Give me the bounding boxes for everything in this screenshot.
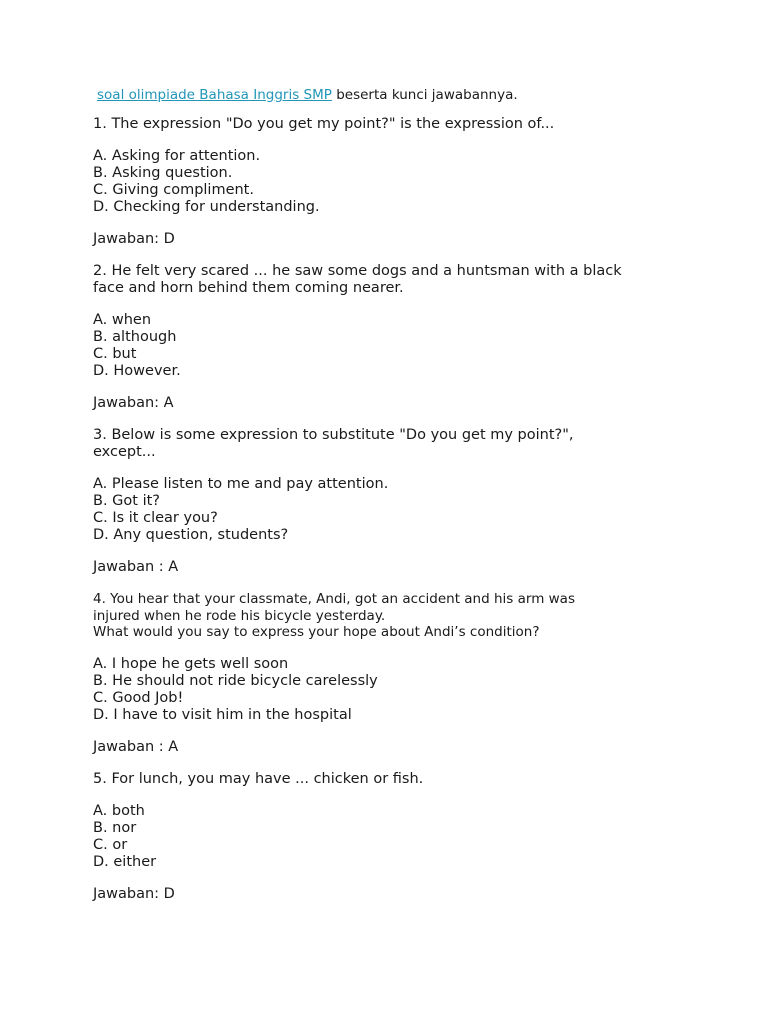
option-d: D. either bbox=[93, 853, 157, 870]
answer-key: Jawaban : A bbox=[93, 738, 179, 755]
answer-options bbox=[93, 803, 693, 871]
option-d: D. Any question, students? bbox=[93, 527, 289, 543]
question-block-1 bbox=[93, 116, 693, 248]
option-c: C. Giving compliment. bbox=[93, 182, 254, 198]
answer-options bbox=[93, 656, 693, 724]
intro-line bbox=[97, 86, 693, 104]
option-c: C. but bbox=[93, 346, 137, 362]
question-line: 4. You hear that your classmate, Andi, got an accident and his arm was bbox=[93, 591, 575, 607]
question-text bbox=[93, 427, 693, 461]
option-d: D. Checking for understanding. bbox=[93, 199, 320, 215]
option-d: D. However. bbox=[93, 363, 181, 379]
question-line: What would you say to express your hope about Andi’s condition? bbox=[93, 624, 540, 640]
option-c: C. Is it clear you? bbox=[93, 510, 218, 526]
question-line: injured when he rode his bicycle yesterday. bbox=[93, 607, 386, 624]
option-b: B. Asking question. bbox=[93, 165, 233, 181]
answer-options bbox=[93, 148, 693, 216]
answer-key: Jawaban: D bbox=[93, 231, 175, 247]
answer-options bbox=[93, 476, 693, 544]
question-text bbox=[93, 263, 693, 297]
question-text bbox=[93, 591, 693, 641]
answer-key: Jawaban: A bbox=[93, 395, 174, 411]
document-page bbox=[93, 86, 693, 918]
question-text bbox=[93, 116, 693, 133]
question-text bbox=[93, 771, 693, 788]
answer-options bbox=[93, 312, 693, 380]
option-a: A. Please listen to me and pay attention. bbox=[93, 476, 389, 492]
question-block-2 bbox=[93, 263, 693, 412]
question-block-5 bbox=[93, 771, 693, 903]
question-line: face and horn behind them coming nearer. bbox=[93, 280, 404, 296]
question-line: 5. For lunch, you may have ... chicken or fish. bbox=[93, 770, 424, 787]
olympiad-link[interactable]: soal olimpiade Bahasa Inggris SMP bbox=[97, 87, 332, 103]
option-b: B. nor bbox=[93, 819, 137, 836]
answer-key: Jawaban: D bbox=[93, 885, 175, 902]
option-b: B. Got it? bbox=[93, 493, 160, 509]
question-line: 1. The expression "Do you get my point?" is the expression of... bbox=[93, 116, 555, 132]
question-block-3 bbox=[93, 427, 693, 576]
option-c: C. Good Job! bbox=[93, 689, 184, 706]
question-line: except... bbox=[93, 444, 156, 460]
option-a: A. both bbox=[93, 802, 145, 819]
intro-rest-text: beserta kunci jawabannya. bbox=[331, 87, 518, 103]
option-b: B. He should not ride bicycle carelessly bbox=[93, 672, 378, 689]
question-line: 2. He felt very scared ... he saw some dogs and a huntsman with a black bbox=[93, 263, 622, 279]
option-a: A. when bbox=[93, 312, 152, 328]
option-b: B. although bbox=[93, 329, 177, 345]
option-a: A. Asking for attention. bbox=[93, 148, 261, 164]
answer-key: Jawaban : A bbox=[93, 559, 179, 575]
question-block-4 bbox=[93, 591, 693, 756]
question-line: 3. Below is some expression to substitute "Do you get my point?", bbox=[93, 427, 574, 443]
option-c: C. or bbox=[93, 836, 128, 853]
option-a: A. I hope he gets well soon bbox=[93, 655, 289, 672]
option-d: D. I have to visit him in the hospital bbox=[93, 706, 352, 723]
